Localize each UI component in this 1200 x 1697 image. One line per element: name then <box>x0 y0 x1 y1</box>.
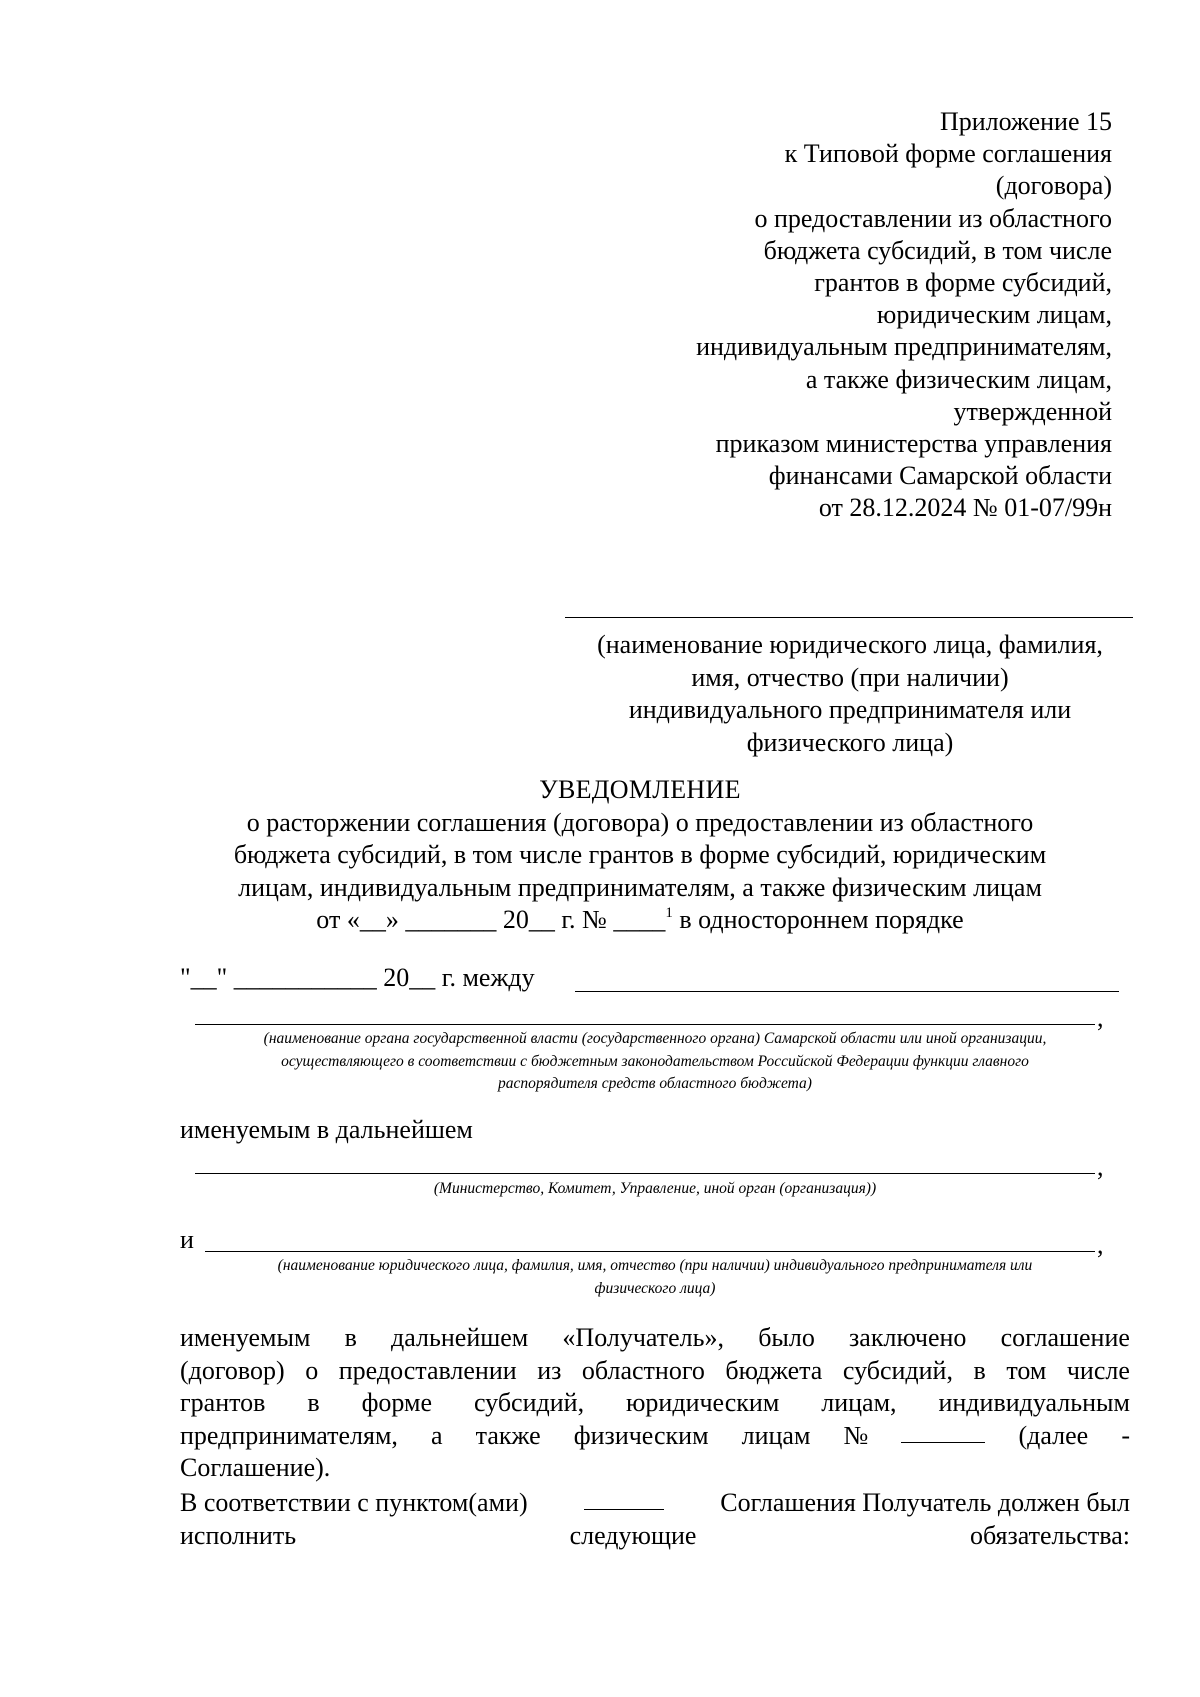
paragraph-line <box>180 1487 1130 1520</box>
title-line: лицам, индивидуальным предпринимателям, а также физическим лицам <box>238 872 1042 902</box>
word: бюджета <box>725 1355 823 1385</box>
organ-comma: , <box>1097 1003 1104 1032</box>
word: юридическим <box>626 1388 780 1418</box>
recipient-caption <box>560 629 1140 759</box>
title-date-text: от «__» _______ 20__ г. № ____ <box>316 905 666 934</box>
agreement-paragraph <box>180 1322 1130 1485</box>
appendix-header <box>552 106 1112 525</box>
word: заключено <box>849 1323 967 1352</box>
word: обязательства: <box>969 1520 1130 1550</box>
word: в <box>344 1323 357 1352</box>
paragraph-line <box>180 1355 1130 1388</box>
word: также <box>475 1420 541 1450</box>
paragraph-line <box>180 1420 1130 1453</box>
paragraph-text: В соответствии с пунктом(ами) <box>180 1488 528 1517</box>
title-date-line <box>160 904 1120 937</box>
word: физическим <box>573 1420 709 1450</box>
word: из <box>537 1355 562 1385</box>
recipient2-name-blank[interactable] <box>205 1251 1095 1252</box>
obligations-paragraph <box>180 1487 1130 1552</box>
title-line: бюджета субсидий, в том числе грантов в форме субсидий, юридическим <box>233 840 1047 869</box>
paragraph-line <box>180 1520 1130 1553</box>
word: «Получатель», <box>562 1323 725 1352</box>
paragraph-text: Соглашения Получатель должен был <box>720 1488 1130 1517</box>
between-line <box>180 962 1120 994</box>
appendix-line: к Типовой форме соглашения <box>784 139 1112 169</box>
word: соглашение <box>1000 1323 1130 1352</box>
word: в <box>307 1388 320 1418</box>
paragraph-line: Соглашение). <box>180 1453 331 1483</box>
word: - <box>1121 1420 1130 1450</box>
appendix-line: утвержденной <box>953 396 1112 426</box>
word: индивидуальным <box>938 1388 1130 1418</box>
organ-caption <box>180 1028 1130 1096</box>
appendix-line: индивидуальным предпринимателям, <box>696 332 1112 362</box>
word: исполнить <box>180 1520 297 1550</box>
word: лицам <box>741 1420 811 1450</box>
word: форме <box>361 1388 433 1418</box>
recipient-caption-line: физического лица) <box>746 727 954 757</box>
word: субсидий, <box>842 1355 953 1385</box>
ministry-comma: , <box>1097 1152 1104 1181</box>
footnote-mark: 1 <box>665 905 673 921</box>
paragraph-line <box>180 1387 1130 1420</box>
agreement-number-blank[interactable] <box>901 1420 985 1443</box>
named-hereinafter-label: именуемым в дальнейшем <box>180 1115 473 1144</box>
document-title: УВЕДОМЛЕНИЕ <box>539 775 741 804</box>
organ-caption-line: распорядителя средств областного бюджета) <box>498 1075 812 1092</box>
word: лицам, <box>821 1388 897 1418</box>
word: дальнейшем <box>391 1323 529 1352</box>
word: предоставлении <box>338 1355 517 1385</box>
recipient2-caption <box>180 1255 1130 1300</box>
appendix-line: Приложение 15 <box>939 107 1112 136</box>
between-text: "__" ___________ 20__ г. между <box>180 963 535 992</box>
word: именуемым <box>180 1323 311 1352</box>
between-party-blank[interactable] <box>575 991 1119 992</box>
appendix-line: от 28.12.2024 № 01-07/99н <box>818 493 1112 523</box>
recipient-caption-line: (наименование юридического лица, фамилия, <box>597 630 1103 659</box>
appendix-line: бюджета субсидий, в том числе <box>763 235 1112 265</box>
recipient2-caption-line: (наименование юридического лица, фамилия, имя, отчество (при наличии) индивидуального предпринимателя или <box>277 1257 1033 1274</box>
word: числе <box>1066 1355 1130 1385</box>
appendix-line: юридическим лицам, <box>876 300 1112 330</box>
word: № <box>843 1420 869 1450</box>
word: а <box>431 1420 443 1450</box>
word: грантов <box>180 1388 266 1418</box>
recipient2-caption-line: физического лица) <box>594 1279 716 1297</box>
organ-name-blank[interactable] <box>195 1024 1095 1025</box>
organ-caption-line: (наименование органа государственной власти (государственного органа) Самарской области или иной организации, <box>263 1030 1047 1047</box>
word: (далее <box>1018 1420 1089 1450</box>
appendix-line: грантов в форме субсидий, <box>814 268 1112 298</box>
appendix-line: финансами Самарской области <box>768 461 1112 491</box>
document-title-block <box>160 774 1120 937</box>
word: (договор) <box>180 1355 285 1385</box>
word: областного <box>581 1355 705 1385</box>
ministry-caption: (Министерство, Комитет, Управление, иной орган (организация)) <box>433 1180 877 1197</box>
and-prefix: и <box>180 1225 194 1254</box>
word: субсидий, <box>473 1388 585 1418</box>
word: предпринимателям, <box>180 1420 398 1450</box>
appendix-line: (договора) <box>995 171 1112 201</box>
word: том <box>1006 1355 1047 1385</box>
word: в <box>973 1355 986 1385</box>
ministry-name-blank[interactable] <box>195 1173 1095 1174</box>
organ-caption-line: осуществляющего в соответствии с бюджетным законодательством Российской Федерации функции главного <box>281 1052 1029 1070</box>
recipient-caption-line: имя, отчество (при наличии) <box>691 662 1009 692</box>
appendix-line: приказом министерства управления <box>715 429 1112 459</box>
recipient2-comma: , <box>1097 1230 1104 1259</box>
appendix-line: а также физическим лицам, <box>805 364 1112 394</box>
paragraph-line <box>180 1322 1130 1355</box>
word: следующие <box>569 1520 697 1550</box>
title-date-suffix: в одностороннем порядке <box>672 905 964 934</box>
title-line: о расторжении соглашения (договора) о предоставлении из областного <box>246 807 1034 837</box>
appendix-line: о предоставлении из областного <box>754 203 1112 233</box>
word: о <box>305 1355 319 1385</box>
clause-number-blank[interactable] <box>584 1487 664 1510</box>
recipient-caption-line: индивидуального предпринимателя или <box>628 695 1072 724</box>
recipient-name-blank[interactable] <box>565 617 1133 618</box>
word: было <box>758 1323 815 1352</box>
